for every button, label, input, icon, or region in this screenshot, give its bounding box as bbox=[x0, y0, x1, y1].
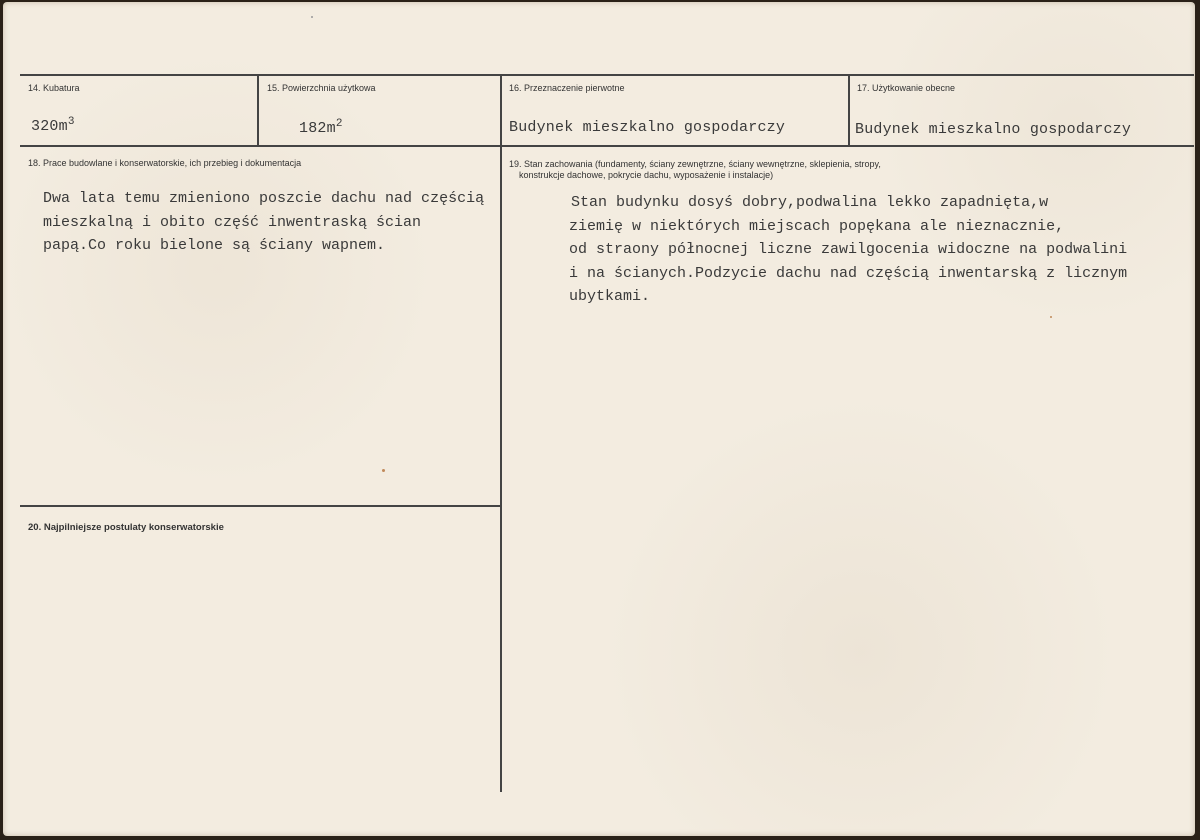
field18-bottom-rule bbox=[20, 505, 500, 507]
field15-number: 182m bbox=[299, 120, 336, 137]
field16-label: 16. Przeznaczenie pierwotne bbox=[509, 83, 625, 93]
field15-exponent: 2 bbox=[335, 118, 343, 130]
field19-label-line2: konstrukcje dachowe, pokrycie dachu, wyposażenie i instalacje) bbox=[519, 170, 774, 180]
field18-line: papą.Co roku bielone są ściany wapnem. bbox=[43, 237, 386, 254]
inventory-card bbox=[3, 2, 1195, 836]
field19-line: od straony północnej liczne zawilgocenia widoczne na podwalini bbox=[569, 241, 1128, 258]
field19-line: Stan budynku dosyś dobry,podwalina lekko zapadnięta,w bbox=[571, 194, 1049, 211]
field17-label: 17. Użytkowanie obecne bbox=[857, 83, 956, 93]
field14-number: 320m bbox=[31, 118, 68, 135]
paper-speck bbox=[382, 469, 385, 472]
field19-line: ubytkami. bbox=[569, 288, 651, 305]
paper-speck bbox=[311, 16, 313, 18]
row1-bottom-rule bbox=[20, 145, 1194, 147]
field19-line: i na ścianych.Podzycie dachu nad częścią inwentarską z licznym bbox=[569, 264, 1128, 282]
field14-label: 14. Kubatura bbox=[28, 83, 80, 93]
field19-line: ziemię w niektórych miejscach popękana ale nieznacznie, bbox=[569, 217, 1065, 235]
field19-label-line1: 19. Stan zachowania (fundamenty, ściany zewnętrzne, ściany wewnętrzne, sklepienia, stropy, bbox=[509, 159, 881, 169]
field18-line: Dwa lata temu zmieniono poszcie dachu nad częścią bbox=[43, 190, 485, 207]
field16-value: Budynek mieszkalno gospodarczy bbox=[509, 119, 786, 136]
field14-value bbox=[31, 116, 75, 135]
field17-value: Budynek mieszkalno gospodarczy bbox=[855, 121, 1132, 138]
field19-text bbox=[569, 191, 1191, 309]
row1-divider-3 bbox=[848, 74, 850, 146]
field15-value bbox=[299, 118, 343, 137]
field18-line: mieszkalną i obito część inwentraską ścian bbox=[43, 213, 422, 231]
field18-label: 18. Prace budowlane i konserwatorskie, ich przebieg i dokumentacja bbox=[28, 158, 302, 168]
paper-speck bbox=[1050, 316, 1052, 318]
field20-label: 20. Najpilniejsze postulaty konserwatorskie bbox=[28, 522, 224, 533]
field18-text bbox=[43, 187, 484, 258]
top-rule bbox=[20, 74, 1194, 76]
field14-exponent: 3 bbox=[67, 116, 75, 128]
field15-label: 15. Powierzchnia użytkowa bbox=[267, 83, 376, 93]
field19-label bbox=[509, 159, 881, 181]
main-divider bbox=[500, 74, 502, 792]
row1-divider-1 bbox=[257, 74, 259, 146]
